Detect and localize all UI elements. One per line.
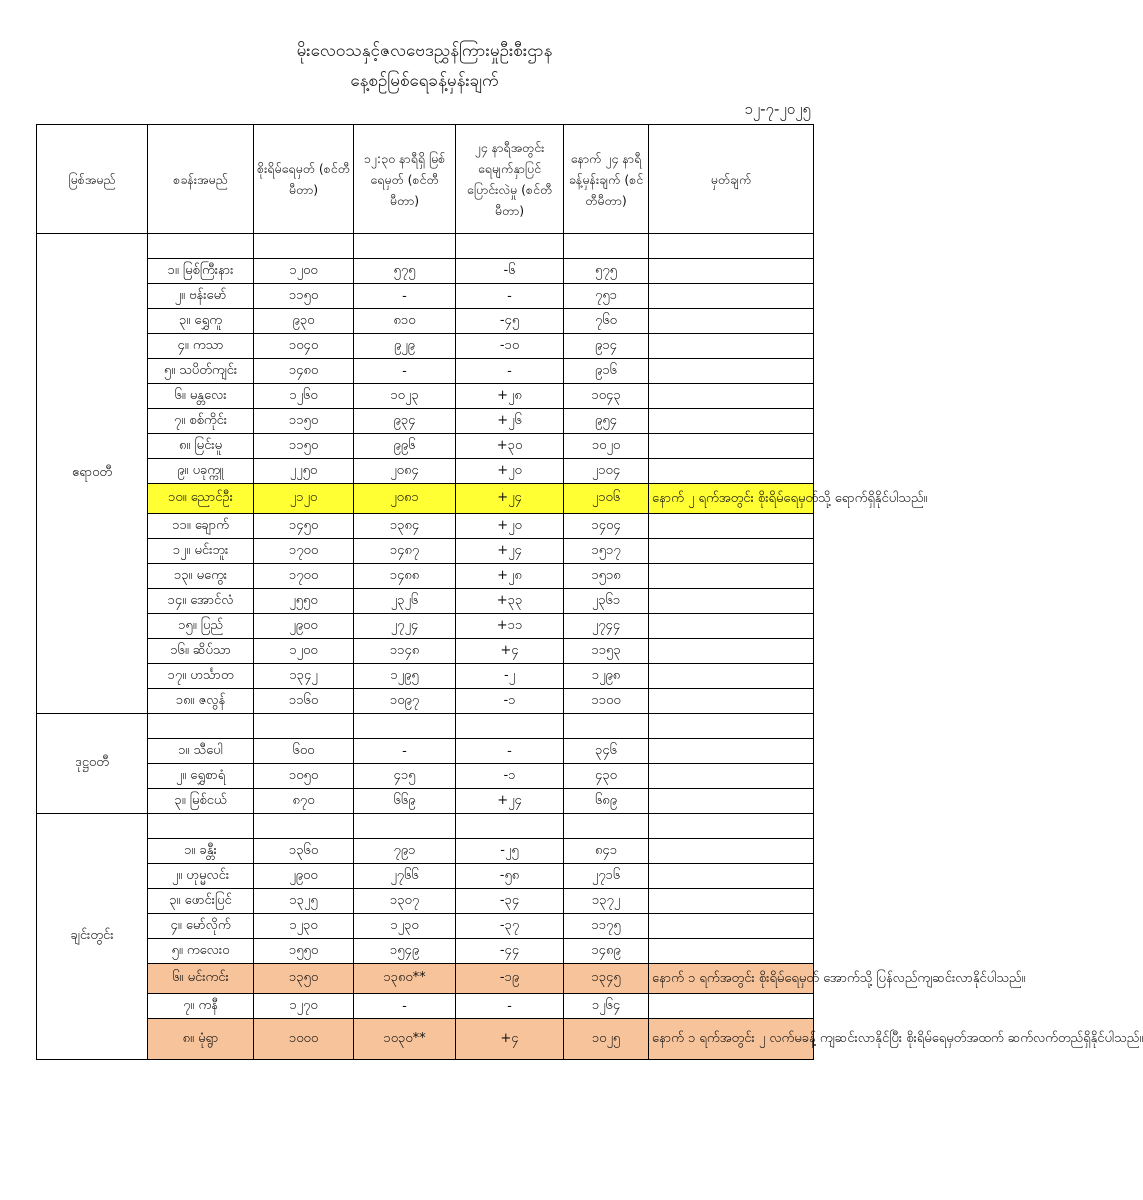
river-name-cell: ချင်းတွင်း <box>37 814 148 1060</box>
spacer-cell <box>148 814 254 839</box>
remarks-cell <box>649 259 814 284</box>
observed-level-cell: ၅၇၅ <box>354 259 456 284</box>
spacer-cell <box>254 714 354 739</box>
change-cell: -၁၀ <box>456 334 564 359</box>
station-cell: ၁။ သီပေါ <box>148 739 254 764</box>
change-cell: -၂၅ <box>456 839 564 864</box>
table-row <box>37 514 814 539</box>
remarks-cell <box>649 789 814 814</box>
col-24h-change: ၂၄ နာရီအတွင်း ရေမျက်နှာပြင် ပြောင်းလဲမှု (စင်တီမီတာ) <box>456 125 564 234</box>
change-cell: +၂၈ <box>456 564 564 589</box>
station-cell: ၁၀။ ညောင်ဦး <box>148 484 254 514</box>
danger-level-cell: ၉၃၀ <box>254 309 354 334</box>
danger-level-cell: ၁၃၆၀ <box>254 839 354 864</box>
station-cell: ၈။ မြင်းမူ <box>148 434 254 459</box>
observed-level-cell: ၁၄၈၇ <box>354 539 456 564</box>
spacer-cell <box>564 234 649 259</box>
change-cell: +၂၄ <box>456 484 564 514</box>
observed-level-cell: ၂၇၆၆ <box>354 864 456 889</box>
table-row <box>37 764 814 789</box>
table-row <box>37 664 814 689</box>
danger-level-cell: ၁၂၃၀ <box>254 914 354 939</box>
remarks-cell <box>649 664 814 689</box>
change-cell: -၃၄ <box>456 889 564 914</box>
danger-level-cell: ၁၂၀၀ <box>254 259 354 284</box>
forecast-cell: ၃၄၆ <box>564 739 649 764</box>
page-subtitle: နေ့စဉ်မြစ်ရေခန့်မှန်းချက် <box>350 71 499 91</box>
change-cell: +၄ <box>456 1019 564 1060</box>
remarks-cell <box>649 459 814 484</box>
forecast-cell: ၁၀၄၃ <box>564 384 649 409</box>
danger-level-cell: ၁၂၇၀ <box>254 994 354 1019</box>
forecast-cell: ၄၃၀ <box>564 764 649 789</box>
table-row <box>37 994 814 1019</box>
table-row <box>37 739 814 764</box>
station-cell: ၁၃။ မကွေး <box>148 564 254 589</box>
danger-level-cell: ၁၃၅၀ <box>254 964 354 994</box>
forecast-cell: ၂၁၀၆ <box>564 484 649 514</box>
spacer-cell <box>148 714 254 739</box>
danger-level-cell: ၂၉၀၀ <box>254 864 354 889</box>
station-cell: ၈။ မုံရွာ <box>148 1019 254 1060</box>
group-spacer-row <box>37 814 814 839</box>
forecast-cell: ၁၀၂၀ <box>564 434 649 459</box>
station-cell: ၁၂။ မင်းဘူး <box>148 539 254 564</box>
remarks-cell <box>649 589 814 614</box>
observed-level-cell: ၁၀၂၃ <box>354 384 456 409</box>
remarks-cell <box>649 284 814 309</box>
observed-level-cell: ၂၀၈၁ <box>354 484 456 514</box>
remarks-cell <box>649 614 814 639</box>
col-station-name: စခန်းအမည် <box>148 125 254 234</box>
forecast-cell: ၂၇၁၆ <box>564 864 649 889</box>
observed-level-cell: - <box>354 359 456 384</box>
spacer-cell <box>649 234 814 259</box>
change-cell: -၁၉ <box>456 964 564 994</box>
group-spacer-row <box>37 234 814 259</box>
station-cell: ၁။ မြစ်ကြီးနား <box>148 259 254 284</box>
remarks-cell <box>649 359 814 384</box>
station-cell: ၂။ ဗန်းမော် <box>148 284 254 309</box>
station-cell: ၁၈။ ဇလွန် <box>148 689 254 714</box>
station-cell: ၁၁။ ချောက် <box>148 514 254 539</box>
remarks-cell <box>649 889 814 914</box>
station-cell: ၂။ ရွှေစာရံ <box>148 764 254 789</box>
observed-level-cell: ၁၂၉၅ <box>354 664 456 689</box>
change-cell: +၂၈ <box>456 384 564 409</box>
change-cell: +၃၃ <box>456 589 564 614</box>
remarks-cell <box>649 434 814 459</box>
forecast-cell: ၈၄၁ <box>564 839 649 864</box>
change-cell: +၂၄ <box>456 539 564 564</box>
table-row <box>37 1019 814 1060</box>
observed-level-cell: ၁၀၃၀** <box>354 1019 456 1060</box>
danger-level-cell: ၁၇၀၀ <box>254 564 354 589</box>
spacer-cell <box>649 814 814 839</box>
col-remarks: မှတ်ချက် <box>649 125 814 234</box>
change-cell: +၂၄ <box>456 789 564 814</box>
remarks-cell <box>649 639 814 664</box>
forecast-cell: ၁၃၇၂ <box>564 889 649 914</box>
forecast-cell: ၉၁၄ <box>564 334 649 359</box>
observed-level-cell: ၁၃၈၀** <box>354 964 456 994</box>
remarks-cell <box>649 764 814 789</box>
forecast-cell: ၆၈၉ <box>564 789 649 814</box>
spacer-cell <box>354 714 456 739</box>
danger-level-cell: ၁၀၅၀ <box>254 764 354 789</box>
table-row <box>37 309 814 334</box>
observed-level-cell: ၁၅၄၉ <box>354 939 456 964</box>
group-spacer-row <box>37 714 814 739</box>
observed-level-cell: ၇၉၁ <box>354 839 456 864</box>
danger-level-cell: ၁၂၀၀ <box>254 639 354 664</box>
spacer-cell <box>354 234 456 259</box>
remarks-cell <box>649 939 814 964</box>
change-cell: +၃၀ <box>456 434 564 459</box>
spacer-cell <box>456 814 564 839</box>
table-row <box>37 964 814 994</box>
station-cell: ၉။ ပခုက္ကူ <box>148 459 254 484</box>
remarks-cell <box>649 739 814 764</box>
danger-level-cell: ၁၀၄၀ <box>254 334 354 359</box>
remarks-cell <box>649 409 814 434</box>
danger-level-cell: ၁၅၅၀ <box>254 939 354 964</box>
table-row <box>37 589 814 614</box>
forecast-cell: ၂၇၄၄ <box>564 614 649 639</box>
table-row <box>37 459 814 484</box>
remarks-cell <box>649 839 814 864</box>
remarks-cell <box>649 994 814 1019</box>
danger-level-cell: ၂၉၀၀ <box>254 614 354 639</box>
change-cell: -၂ <box>456 664 564 689</box>
spacer-cell <box>564 814 649 839</box>
change-cell: -၄၅ <box>456 309 564 334</box>
spacer-cell <box>254 234 354 259</box>
river-name-cell: ဧရာဝတီ <box>37 234 148 714</box>
danger-level-cell: ၁၇၀၀ <box>254 539 354 564</box>
observed-level-cell: - <box>354 284 456 309</box>
change-cell: +၂၀ <box>456 514 564 539</box>
change-cell: -၄၄ <box>456 939 564 964</box>
spacer-cell <box>254 814 354 839</box>
remarks-cell <box>649 539 814 564</box>
observed-level-cell: ၁၃၀၇ <box>354 889 456 914</box>
danger-level-cell: ၁၄၅၀ <box>254 514 354 539</box>
observed-level-cell: ၈၁၀ <box>354 309 456 334</box>
danger-level-cell: ၁၁၅၀ <box>254 434 354 459</box>
col-river-name: မြစ်အမည် <box>37 125 148 234</box>
danger-level-cell: ၁၁၆၀ <box>254 689 354 714</box>
table-row <box>37 539 814 564</box>
observed-level-cell: ၉၂၉ <box>354 334 456 359</box>
observed-level-cell: ၁၂၃၀ <box>354 914 456 939</box>
observed-level-cell: ၂၃၂၆ <box>354 589 456 614</box>
table-row <box>37 889 814 914</box>
forecast-cell: ၁၃၄၅ <box>564 964 649 994</box>
table-row <box>37 384 814 409</box>
spacer-cell <box>354 814 456 839</box>
forecast-cell: ၂၃၆၁ <box>564 589 649 614</box>
station-cell: ၁။ ခန္တီး <box>148 839 254 864</box>
danger-level-cell: ၁၂၆၀ <box>254 384 354 409</box>
forecast-cell: ၅၇၅ <box>564 259 649 284</box>
observed-level-cell: ၉၉၆ <box>354 434 456 459</box>
forecast-cell: ၉၅၄ <box>564 409 649 434</box>
table-row <box>37 939 814 964</box>
observed-level-cell: ၉၃၄ <box>354 409 456 434</box>
forecast-cell: ၁၁၇၅ <box>564 914 649 939</box>
station-cell: ၄။ ကသာ <box>148 334 254 359</box>
station-cell: ၃။ ဖောင်းပြင် <box>148 889 254 914</box>
station-cell: ၆။ မင်းကင်း <box>148 964 254 994</box>
spacer-cell <box>148 234 254 259</box>
forecast-cell: ၂၁၀၄ <box>564 459 649 484</box>
forecast-cell: ၁၀၂၅ <box>564 1019 649 1060</box>
table-row <box>37 259 814 284</box>
station-cell: ၃။ မြစ်ငယ် <box>148 789 254 814</box>
col-danger-level: စိုးရိမ်ရေမှတ် (စင်တီမီတာ) <box>254 125 354 234</box>
river-name-cell: ဒုဋ္ဌဝတီ <box>37 714 148 814</box>
station-cell: ၄။ မော်လိုက် <box>148 914 254 939</box>
remarks-cell <box>649 334 814 359</box>
change-cell: +၂၆ <box>456 409 564 434</box>
table-row <box>37 789 814 814</box>
forecast-cell: ၇၆၀ <box>564 309 649 334</box>
table-row <box>37 864 814 889</box>
forecast-cell: ၁၂၆၄ <box>564 994 649 1019</box>
remarks-cell: နောက် ၁ ရက်အတွင်း စိုးရိမ်ရေမှတ် အောက်သို့ ပြန်လည်ကျဆင်းလာနိုင်ပါသည်။ <box>649 964 814 994</box>
change-cell: -၅၈ <box>456 864 564 889</box>
remarks-cell <box>649 864 814 889</box>
station-cell: ၁၅။ ပြည် <box>148 614 254 639</box>
change-cell: -၁ <box>456 764 564 789</box>
table-row <box>37 639 814 664</box>
spacer-cell <box>456 234 564 259</box>
col-observed-level: ၁၂:၃၀ နာရီရှိ မြစ်ရေမှတ် (စင်တီမီတာ) <box>354 125 456 234</box>
table-row <box>37 839 814 864</box>
col-24h-forecast: နောက် ၂၄ နာရီ ခန့်မှန်းချက် (စင်တီမီတာ) <box>564 125 649 234</box>
spacer-cell <box>564 714 649 739</box>
station-cell: ၇။ ကနီ <box>148 994 254 1019</box>
forecast-table <box>36 124 1143 1060</box>
observed-level-cell: ၄၁၅ <box>354 764 456 789</box>
forecast-cell: ၁၁၀၀ <box>564 689 649 714</box>
table-row <box>37 689 814 714</box>
danger-level-cell: ၁၀၀၀ <box>254 1019 354 1060</box>
danger-level-cell: ၁၄၈၀ <box>254 359 354 384</box>
danger-level-cell: ၁၁၅၀ <box>254 409 354 434</box>
station-cell: ၁၇။ ဟင်္သာတ <box>148 664 254 689</box>
table-row <box>37 564 814 589</box>
observed-level-cell: ၂၀၈၄ <box>354 459 456 484</box>
table-row <box>37 434 814 459</box>
forecast-cell: ၇၅၁ <box>564 284 649 309</box>
station-cell: ၆။ မန္တလေး <box>148 384 254 409</box>
observed-level-cell: - <box>354 739 456 764</box>
table-row <box>37 284 814 309</box>
forecast-cell: ၁၂၉၈ <box>564 664 649 689</box>
change-cell: +၂၀ <box>456 459 564 484</box>
remarks-cell <box>649 384 814 409</box>
station-cell: ၁၄။ အောင်လံ <box>148 589 254 614</box>
danger-level-cell: ၂၅၅၀ <box>254 589 354 614</box>
change-cell: - <box>456 739 564 764</box>
change-cell: -၆ <box>456 259 564 284</box>
spacer-cell <box>456 714 564 739</box>
danger-level-cell: ၈၇၀ <box>254 789 354 814</box>
remarks-cell <box>649 514 814 539</box>
danger-level-cell: ၂၂၅၀ <box>254 459 354 484</box>
table-row <box>37 409 814 434</box>
change-cell: - <box>456 994 564 1019</box>
remarks-cell <box>649 564 814 589</box>
danger-level-cell: ၁၁၅၀ <box>254 284 354 309</box>
forecast-cell: ၁၄၀၄ <box>564 514 649 539</box>
table-row <box>37 614 814 639</box>
remarks-cell <box>649 309 814 334</box>
station-cell: ၂။ ဟုမ္မလင်း <box>148 864 254 889</box>
observed-level-cell: - <box>354 994 456 1019</box>
table-header-row <box>37 125 814 234</box>
observed-level-cell: ၂၇၂၄ <box>354 614 456 639</box>
table-row <box>37 484 814 514</box>
danger-level-cell: ၁၃၂၅ <box>254 889 354 914</box>
station-cell: ၇။ စစ်ကိုင်း <box>148 409 254 434</box>
forecast-cell: ၉၁၆ <box>564 359 649 384</box>
forecast-cell: ၁၅၁၈ <box>564 564 649 589</box>
observed-level-cell: ၁၁၄၈ <box>354 639 456 664</box>
page-title: မိုးလေဝသနှင့်ဇလဗေဒညွှန်ကြားမှုဦးစီးဌာန <box>296 41 553 61</box>
station-cell: ၃။ ရွှေကူ <box>148 309 254 334</box>
observed-level-cell: ၁၀၉၇ <box>354 689 456 714</box>
danger-level-cell: ၆၀၀ <box>254 739 354 764</box>
observed-level-cell: ၁၄၈၈ <box>354 564 456 589</box>
change-cell: - <box>456 359 564 384</box>
change-cell: -၁ <box>456 689 564 714</box>
forecast-cell: ၁၅၁၇ <box>564 539 649 564</box>
table-row <box>37 359 814 384</box>
danger-level-cell: ၂၁၂၀ <box>254 484 354 514</box>
forecast-cell: ၁၄၈၉ <box>564 939 649 964</box>
remarks-cell: နောက် ၁ ရက်အတွင်း ၂ လက်မခန့် ကျဆင်းလာနိုင်ပြီး စိုးရိမ်ရေမှတ်အထက် ဆက်လက်တည်ရှိနိုင်ပါသည်။ <box>649 1019 814 1060</box>
change-cell: - <box>456 284 564 309</box>
forecast-cell: ၁၁၅၃ <box>564 639 649 664</box>
remarks-cell: နောက် ၂ ရက်အတွင်း စိုးရိမ်ရေမှတ်သို့ ရောက်ရှိနိုင်ပါသည်။ <box>649 484 814 514</box>
station-cell: ၅။ ကလေးဝ <box>148 939 254 964</box>
remarks-cell <box>649 914 814 939</box>
observed-level-cell: ၁၃၈၄ <box>354 514 456 539</box>
table-row <box>37 334 814 359</box>
table-row <box>37 914 814 939</box>
change-cell: -၃၇ <box>456 914 564 939</box>
danger-level-cell: ၁၃၄၂ <box>254 664 354 689</box>
spacer-cell <box>649 714 814 739</box>
observed-level-cell: ၆၆၉ <box>354 789 456 814</box>
change-cell: +၁၁ <box>456 614 564 639</box>
report-date: ၁၂-၇-၂၀၂၅ <box>744 100 811 118</box>
station-cell: ၅။ သပိတ်ကျင်း <box>148 359 254 384</box>
change-cell: +၄ <box>456 639 564 664</box>
remarks-cell <box>649 689 814 714</box>
station-cell: ၁၆။ ဆိပ်သာ <box>148 639 254 664</box>
